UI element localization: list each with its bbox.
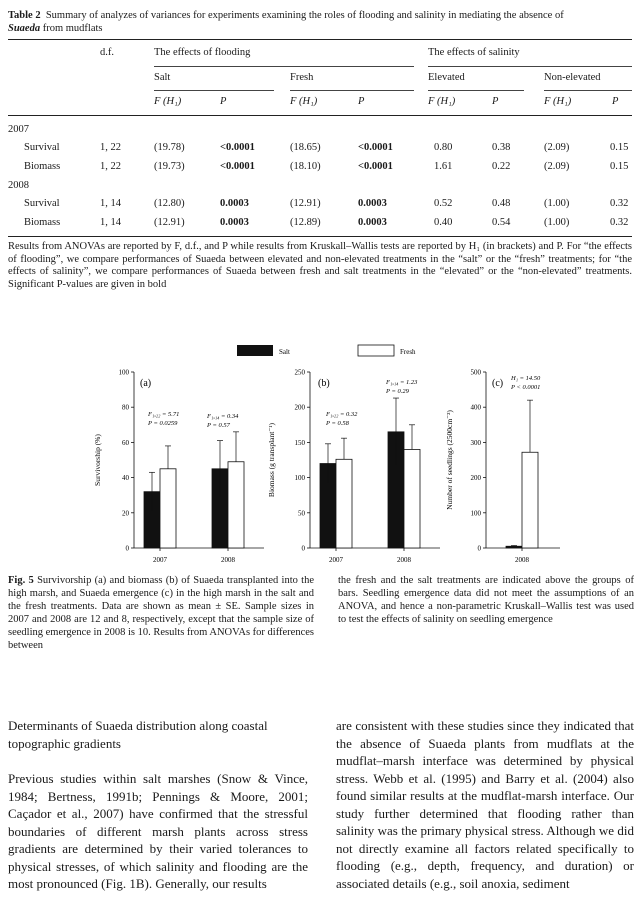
figure-5 [0,338,640,570]
row-salt-p: <0.0001 [220,161,255,172]
row-salt-f: (19.78) [154,142,185,153]
row-salt-p: <0.0001 [220,142,255,153]
row-fresh-p: <0.0001 [358,142,393,153]
y-tick-label: 300 [470,438,481,447]
row-df: 1, 14 [100,217,121,228]
y-tick-label: 0 [125,544,129,553]
y-tick-label: 200 [294,403,305,412]
year-2008: 2008 [8,180,29,191]
y-axis-label: Biomass (g transplant⁻¹) [267,422,276,498]
panel-a [93,369,264,565]
bar-fresh [160,469,176,548]
x-tick-label: 2007 [329,556,343,564]
y-tick-label: 100 [470,509,481,518]
table-caption-text: Summary of analyzes of variances for experiments examining the roles of flooding and salinity in mediating the absence of [45,10,564,21]
flooding-rule [154,66,414,67]
row-label: Biomass [24,161,61,172]
row-elev-p: 0.54 [492,217,511,228]
stat-b-2007-f: F₁,₂₂ = 0.32 [326,411,358,418]
figure-caption-label: Fig. 5 [8,575,34,586]
col-f-elev: F (H₁) [428,96,456,107]
legend-salt-swatch [237,345,273,356]
row-non-f: (1.00) [544,217,570,228]
section-heading: Determinants of Suaeda distribution along coastal topographic gradients [8,718,268,751]
row-elev-p: 0.22 [492,161,511,172]
stat-a-2007-p: P = 0.0259 [148,420,178,427]
row-elev-p: 0.48 [492,198,511,209]
row-label: Biomass [24,217,61,228]
table-caption-species: Suaeda [8,22,41,34]
sub-elevated: Elevated [428,72,465,83]
row-fresh-p: <0.0001 [358,161,393,172]
table-footnote: Results from ANOVAs are reported by F, d.f., and P while results from Kruskall–Wallis tests are reported by H₁ (in brackets) and P. For “the effects of flooding”, we compare performances of Suaeda between elevated and non-elevated treatments in the “salt” or the “fresh” treatments; for “the effects of salinity”, we compare performances of Suaeda between fresh and salt treatments in the “elevated” or the “non-elevated” treatments. Significant P-values are given in bold [8,241,632,290]
stat-b-2008-f: F₁,₁₄ = 1.23 [386,379,418,386]
stat-c-p: P < 0.0001 [511,384,541,391]
left-paragraph: Previous studies within salt marshes (Snow & Vince, 1984; Bertness, 1991b; Pennings & Moore, 2001; Caçador et al., 2007) have confirmed that the stressful boundaries of different marsh plants across stress gradients are determined by their varied tolerances to physical stresses, of which salinity and flooding are the most pronounced (Fig. 1B). Generally, our results [8,771,308,891]
y-tick-label: 0 [477,544,481,553]
x-tick-label: 2008 [515,556,529,564]
row-fresh-f: (18.65) [290,142,321,153]
row-non-p: 0.15 [610,161,629,172]
row-elev-f: 1.61 [434,161,453,172]
row-non-p: 0.32 [610,217,629,228]
y-tick-label: 200 [470,474,481,483]
stat-a-2008-p: P = 0.57 [207,422,230,429]
legend-fresh-swatch [358,345,394,356]
col-p-fresh: P [358,96,365,107]
row-elev-f: 0.40 [434,217,453,228]
y-tick-label: 100 [294,474,305,483]
legend-fresh-label: Fresh [400,348,416,356]
row-non-p: 0.15 [610,142,629,153]
bar-fresh [404,449,420,548]
col-p-non: P [612,96,619,107]
y-tick-label: 0 [301,544,305,553]
y-tick-label: 100 [118,368,129,377]
table-row [8,161,632,175]
bar-fresh [336,459,352,548]
row-non-f: (2.09) [544,161,570,172]
y-tick-label: 150 [294,438,305,447]
col-p-elev: P [492,96,499,107]
row-fresh-p: 0.0003 [358,217,387,228]
table-top-rule [8,39,632,40]
fresh-rule [290,90,414,91]
y-tick-label: 20 [122,509,129,518]
panel-a-label: (a) [140,378,152,389]
stat-c-h: H₁ = 14.50 [511,375,541,382]
row-df: 1, 14 [100,198,121,209]
header-flooding: The effects of flooding [154,47,251,58]
nonelevated-rule [544,90,632,91]
row-fresh-p: 0.0003 [358,198,387,209]
y-tick-label: 50 [298,509,305,518]
stat-a-2008-f: F₁,₁₄ = 0.34 [207,413,239,420]
row-df: 1, 22 [100,142,121,153]
x-tick-label: 2008 [221,556,235,564]
row-fresh-f: (12.89) [290,217,321,228]
row-fresh-f: (18.10) [290,161,321,172]
stat-b-2007-p: P = 0.58 [326,420,349,427]
row-salt-p: 0.0003 [220,198,249,209]
row-label: Survival [24,142,60,153]
table-row [8,142,632,156]
row-salt-f: (12.91) [154,217,185,228]
elevated-rule [428,90,524,91]
table-caption-label: Table 2 [8,10,41,21]
col-f-non: F (H₁) [544,96,572,107]
row-salt-f: (19.73) [154,161,185,172]
legend-salt-label: Salt [279,348,290,356]
panel-c [445,369,560,565]
year-2007: 2007 [8,124,29,135]
stat-a-2007-f: F₁,₂₂ = 5.71 [148,411,180,418]
y-tick-label: 400 [470,403,481,412]
y-tick-label: 500 [470,368,481,377]
table-row [8,217,632,231]
sub-salt: Salt [154,72,171,83]
header-salinity: The effects of salinity [428,47,520,58]
header-df: d.f. [100,47,114,58]
y-tick-label: 250 [294,368,305,377]
row-salt-p: 0.0003 [220,217,249,228]
y-tick-label: 40 [122,474,129,483]
table-caption-rest: from mudflats [40,22,103,34]
salinity-rule [428,66,632,67]
table-row [8,198,632,212]
panel-b-label: (b) [318,378,330,389]
row-elev-p: 0.38 [492,142,511,153]
right-paragraph: are consistent with these studies since they indicated that the absence of Suaeda plants from mudflats at the mudflat–marsh interface was determined by physical stress. Webb et al. (1995) and Barry et al. (2004) also found similar results at the mudflat-marsh interface. Our study further determined that flooding rather than salinity was the primary physical stress. Although we did not directly examine all factors related specifically to flooding (e.g., depth, frequency, and duration) or associated details (e.g., soil anoxia, sediment [336,718,634,891]
row-label: Survival [24,198,60,209]
y-tick-label: 60 [122,438,129,447]
row-df: 1, 22 [100,161,121,172]
bar-fresh [522,452,538,548]
y-axis-label: Number of seedlings (2500cm⁻²) [445,410,454,510]
table-caption [8,10,632,35]
figure-caption-left [8,574,314,652]
sub-nonelevated: Non-elevated [544,72,601,83]
y-axis-label: Survivorship (%) [93,434,102,486]
row-fresh-f: (12.91) [290,198,321,209]
bar-fresh [228,462,244,548]
panel-c-label: (c) [492,378,504,389]
col-f-fresh: F (H₁) [290,96,318,107]
table-header-rule [8,115,632,116]
col-p-salt: P [220,96,227,107]
panel-b [267,369,440,565]
stat-b-2008-p: P = 0.29 [386,388,409,395]
row-elev-f: 0.52 [434,198,453,209]
figure-caption-right: the fresh and the salt treatments are indicated above the groups of bars. Seedling emergence data did not meet the assumptions of an ANOVA, and hence a non-parametric Kruskall–Wallis test was used to test the effects of salinity on seedling emergence [338,575,634,625]
row-salt-f: (12.80) [154,198,185,209]
salt-rule [154,90,274,91]
x-tick-label: 2008 [397,556,411,564]
x-tick-label: 2007 [153,556,167,564]
left-column [8,717,308,893]
table-bottom-rule [8,236,632,237]
figure-caption-left-text: Survivorship (a) and biomass (b) of Suaeda transplanted into the high marsh, and Suaeda emergence (c) in the high marsh in the salt and the fresh treatments. Data are shown as mean ± SE. Sample sizes in 2007 and 2008 are 12 and 8, respectively, except that the sample size of seedling emergence in 2008 is 10. Results from ANOVAs for differences between [8,575,314,651]
y-tick-label: 80 [122,403,129,412]
sub-fresh: Fresh [290,72,314,83]
row-non-f: (1.00) [544,198,570,209]
row-non-p: 0.32 [610,198,629,209]
row-non-f: (2.09) [544,142,570,153]
col-f-salt: F (H₁) [154,96,182,107]
right-column [336,717,634,892]
row-elev-f: 0.80 [434,142,453,153]
